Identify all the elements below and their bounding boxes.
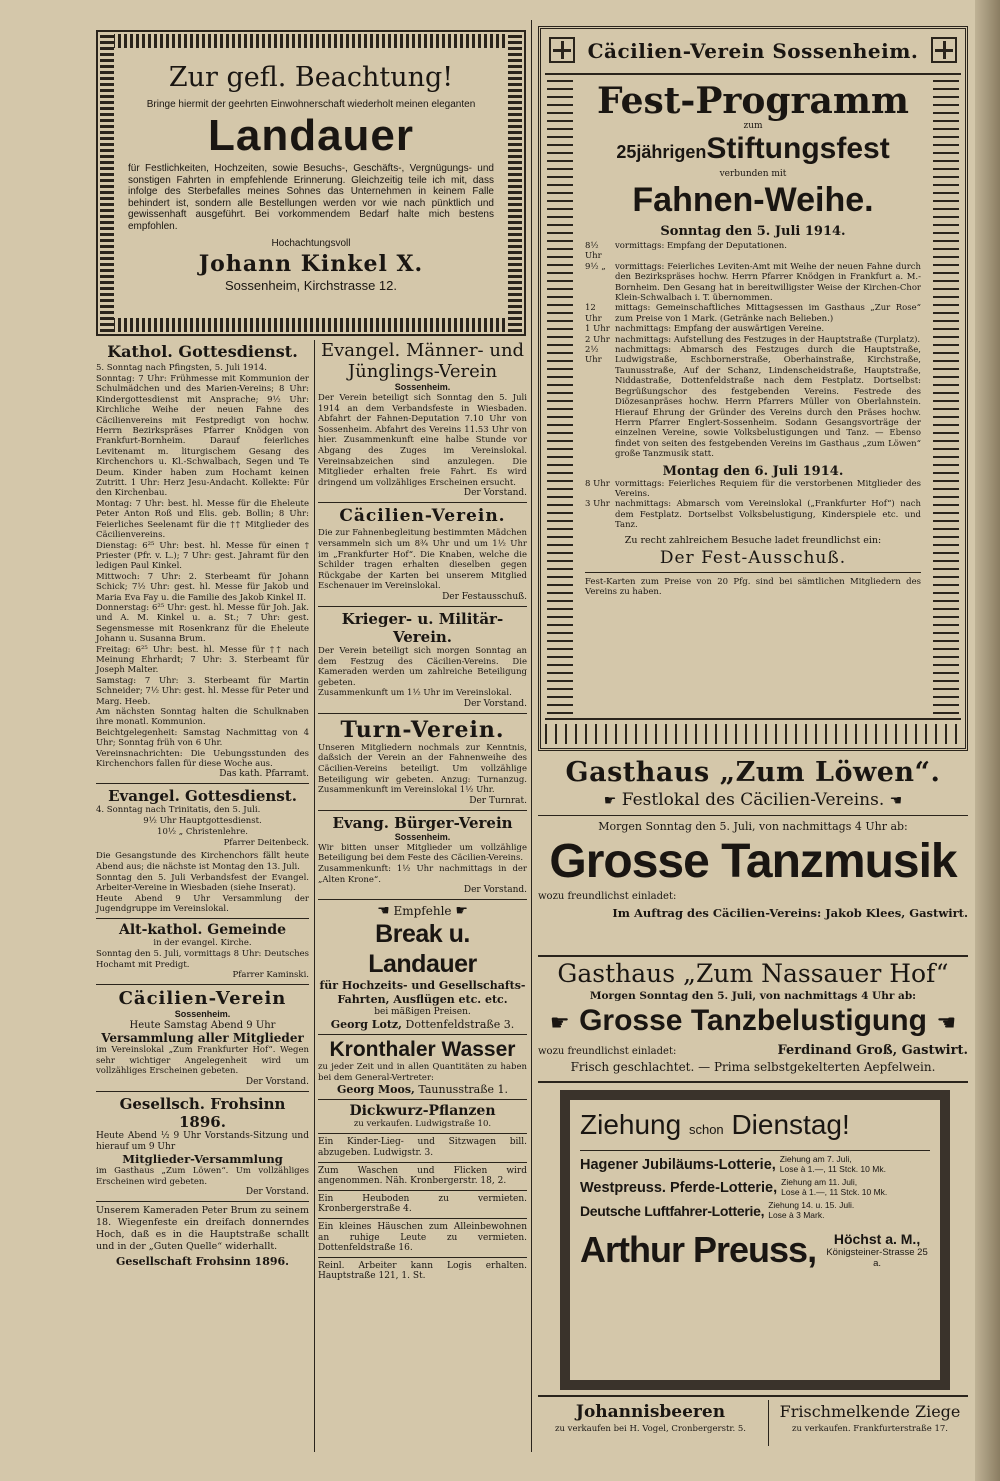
column-left xyxy=(96,342,309,1268)
divider xyxy=(318,1133,527,1134)
lotterie-row xyxy=(580,1155,930,1174)
lotz-head-label: Empfehle xyxy=(393,904,452,919)
frohsinn-sign: Der Vorstand. xyxy=(245,1187,309,1198)
lotterie-detail xyxy=(780,1155,886,1174)
lotz-head xyxy=(318,903,527,919)
turn-sign: Der Turnrat. xyxy=(469,795,527,806)
lotterie-detail xyxy=(781,1178,887,1197)
lotterie-price: Lose à 1.—, 11 Stck. 10 Mk. xyxy=(781,1186,888,1197)
fest-title: Fest-Programm xyxy=(596,80,910,122)
buerger-title: Evang. Bürger-Verein xyxy=(332,813,513,832)
lotterie-seller xyxy=(580,1230,930,1270)
fest-item-time: 2½ Uhr xyxy=(585,345,602,366)
nassauer-sign-row xyxy=(538,1043,968,1058)
evgott-para: Heute Abend 9 Uhr Versammlung der Jugendgruppe im Vereinslokal. xyxy=(96,893,309,915)
pillar-left xyxy=(547,79,573,714)
caec2-line: im Vereinslokal „Zum Frankfurter Hof“. Wegen sehr wichtiger Angelegenheit wird um vollzähliges Erscheinen gebeten. xyxy=(96,1045,309,1077)
loewen-invite: wozu freundlichst einladet: xyxy=(538,891,677,902)
kathol-line: Sonntag: 7 Uhr: Frühmesse mit Kommunion der Schulmädchen und des Marien-Vereins; 8 Uhr: Kindergottesdienst mit Ansprache; 9½ Uhr: Kirchliche Weihe der neuen Fahne des Cäcilienvereins mit Festpredigt von hochw. Herrn Bezirkspräses Pfarrer Knödgen von Frankfurt-Bornheim. Darauf feierliches Levitenamt m. liturgischem Gesang des Kirchenchors u. Kl.-Schwalbach, Segen und Te Deum. Kinder haben zum Hochamt keinen Zutritt. 1 Uhr: Herz Jesu-Andacht. Kollekte: Für den Kirchenbau. xyxy=(96,374,309,499)
buerger-body: Wir bitten unser Mitglieder um vollzählige Beteiligung bei dem Feste des Cäcilien-Vereins. xyxy=(318,842,527,864)
fest-item xyxy=(585,324,921,334)
fest-cards: Fest-Karten zum Preise von 20 Pfg. sind bei sämtlichen Mitgliedern des Vereins zu haben. xyxy=(585,576,921,598)
evgott-para: Die Gesangstunde des Kirchenchors fällt heute Abend aus; die nächste ist Montag den 13. Juli. xyxy=(96,851,309,873)
divider xyxy=(318,502,527,503)
evgott-title: Evangel. Gottesdienst. xyxy=(108,787,297,806)
lotterie-seller-addr xyxy=(824,1231,930,1269)
caec3-sign: Der Festausschuß. xyxy=(442,591,527,602)
pointing-hand-icon: ☚ xyxy=(936,1011,957,1036)
ad-headline: Zur gefl. Beachtung! xyxy=(168,62,454,93)
divider xyxy=(96,984,309,985)
fest-item-desc: nachmittags: Empfang der auswärtigen Vereine. xyxy=(615,324,825,335)
altkath-title: Alt-kathol. Gemeinde xyxy=(118,922,287,938)
kathol-line: 5. Sonntag nach Pfingsten, 5. Juli 1914. xyxy=(96,363,267,373)
ad-fest-programm xyxy=(538,26,968,751)
fest-item-desc: mittags: Gemeinschaftliches Mittagsessen im Gasthaus „Zur Rose“ zum Preise von 1 Mark. (Getränke nach Belieben.) xyxy=(615,303,921,324)
evmaenner-sub: Sossenheim. xyxy=(394,382,451,392)
pointing-hand-icon: ☚ xyxy=(889,793,903,809)
johannis-body: zu verkaufen bei H. Vogel, Cronbergerstr. 5. xyxy=(554,1424,747,1434)
lotz-name: Georg Lotz, xyxy=(330,1018,403,1032)
divider xyxy=(318,899,527,900)
lotterie-seller-name: Arthur Preuss, xyxy=(580,1229,817,1270)
ad-address: Sossenheim, Kirchstrasse 12. xyxy=(225,278,397,293)
fest-item-desc: nachmittags: Aufstellung des Festzuges in der Hauptstraße (Turplatz). xyxy=(615,334,921,345)
ad-zum-loewen xyxy=(538,756,968,952)
fest-jub: Stiftungsfest xyxy=(706,132,890,165)
fest-item-time: 1 Uhr xyxy=(585,324,610,335)
lotterie-row xyxy=(580,1201,930,1220)
lotterie-name: Hagener Jubiläums-Lotterie, xyxy=(580,1156,776,1173)
buerger-sub: Sossenheim. xyxy=(394,831,451,842)
nassauer-line: Morgen Sonntag den 5. Juli, von nachmittags 4 Uhr ab: xyxy=(589,990,917,1002)
cross-icon xyxy=(549,37,575,63)
evmaenner-sign: Der Vorstand. xyxy=(463,488,527,499)
buerger-sign: Der Vorstand. xyxy=(463,885,527,896)
divider xyxy=(318,1034,527,1035)
fest-item xyxy=(585,479,921,500)
fest-item xyxy=(585,335,921,345)
lotz-addr: Dottenfeldstraße 3. xyxy=(405,1018,515,1032)
fest-items-day2 xyxy=(585,479,921,531)
lotterie-row xyxy=(580,1178,930,1197)
divider xyxy=(585,572,921,573)
kronthal-title: Kronthaler Wasser xyxy=(329,1038,516,1062)
frohsinn-line: Mitglieder-Versammlung xyxy=(122,1152,283,1167)
divider xyxy=(318,810,527,811)
caec2-sign: Der Vorstand. xyxy=(245,1076,309,1087)
fest-verb: verbunden mit xyxy=(719,169,787,179)
divider xyxy=(545,73,961,75)
lotterie-detail xyxy=(768,1201,854,1220)
ziege-title: Frischmelkende Ziege xyxy=(779,1402,961,1421)
krieger-body: Zusammenkunft um 1½ Uhr im Vereinslokal. xyxy=(318,688,512,699)
divider xyxy=(318,713,527,714)
divider xyxy=(768,1400,769,1446)
caec2-line: Versammlung aller Mitglieder xyxy=(101,1031,304,1046)
fest-invite: Zu recht zahlreichem Besuche ladet freundlichst ein: xyxy=(624,534,882,546)
brum-text: Unserem Kameraden Peter Brum zu seinem 18. Wiegenfeste ein dreifach donnerndes Hoch, daß es in die Hauptstraße schallt und in der „Guten Quelle“ widerhallt. xyxy=(96,1205,309,1253)
loewen-line: Morgen Sonntag den 5. Juli, von nachmittags 4 Uhr ab: xyxy=(598,820,908,833)
divider xyxy=(318,1190,527,1191)
lotz-price: bei mäßigen Preisen. xyxy=(374,1007,471,1018)
lotterie-date: Ziehung am 11. Juli, xyxy=(781,1177,858,1187)
caec3-body: Die zur Fahnenbegleitung bestimmten Mädchen versammeln sich um 8¾ Uhr und um 1½ Uhr im „Frankfurter Hof“. Die Knaben, welche die Schilder tragen erhalten dieselben gegen Rückgabe der Karten bei unserem Mitglied Eschenauer im Vereinslokal. xyxy=(318,528,527,592)
frohsinn-title: Gesellsch. Frohsinn 1896. xyxy=(119,1094,286,1131)
fest-item-desc: vormittags: Feierliches Requiem für die verstorbenen Mitglieder des Vereins. xyxy=(615,478,921,499)
divider xyxy=(96,1091,309,1092)
pointing-hand-icon: ☛ xyxy=(603,793,617,809)
divider xyxy=(318,606,527,607)
pointing-hand-icon: ☚ xyxy=(377,903,390,920)
fest-item-time: 8 Uhr xyxy=(585,478,610,489)
kronthal-body: zu jeder Zeit und in allen Quantitäten zu haben bei dem General-Vertreter: xyxy=(318,1062,527,1083)
cross-icon xyxy=(931,37,957,63)
loewen-big: Grosse Tanzmusik xyxy=(549,835,957,888)
nassauer-big: Grosse Tanzbelustigung xyxy=(579,1004,927,1037)
fest-item xyxy=(585,499,921,530)
lotz-name-line xyxy=(318,1018,527,1031)
ad-johannisbeeren xyxy=(538,1400,763,1450)
loewen-sub-line xyxy=(538,790,968,811)
pointing-hand-icon: ☛ xyxy=(549,1011,570,1036)
frohsinn-line: Heute Abend ½ 9 Uhr Vorstands-Sitzung und hierauf um 9 Uhr xyxy=(96,1130,309,1152)
classified-item: Reinl. Arbeiter kann Logis erhalten. Hauptstraße 121, 1. St. xyxy=(318,1260,527,1282)
divider xyxy=(318,1257,527,1258)
altkath-line: Sonntag den 5. Juli, vormittags 8 Uhr: Deutsches Hochamt mit Predigt. xyxy=(96,949,309,970)
kronthal-addr: Taunusstraße 1. xyxy=(418,1083,509,1097)
fest-item-desc: vormittags: Empfang der Deputationen. xyxy=(615,241,787,251)
fest-item-time: 8½ Uhr xyxy=(585,241,602,262)
kathol-line: Freitag: 6²⁵ Uhr: best. hl. Messe für †† nach Meinung Ehrhardt; 7 Uhr: 3. Sterbeamt für Joseph Malter. xyxy=(96,644,309,676)
caec2-title: Cäcilien-Verein xyxy=(118,988,287,1010)
divider xyxy=(96,1201,309,1202)
fest-item-desc: nachmittags: Abmarsch vom Vereinslokal („Frankfurter Hof“) nach dem Festplatz. Dortselbst Volksbelustigung, Kinderspiele etc. und Tanz. xyxy=(615,499,921,531)
kathol-title: Kathol. Gottesdienst. xyxy=(107,342,298,361)
altkath-sign: Pfarrer Kaminski. xyxy=(232,970,309,981)
evgott-line: 4. Sonntag nach Trinitatis, den 5. Juli. xyxy=(96,805,261,816)
caec3-title: Cäcilien-Verein. xyxy=(339,506,506,527)
fest-day2: Montag den 6. Juli 1914. xyxy=(662,463,844,479)
classified-item: Zum Waschen und Flicken wird angenommen. Näh. Kronbergerstr. 18, 2. xyxy=(318,1165,527,1187)
dickwurz-title: Dickwurz-Pflanzen xyxy=(349,1103,496,1120)
fest-item-time: 9½ „ xyxy=(585,261,606,272)
ad-intro: Bringe hiermit der geehrten Einwohnerschaft wiederholt meinen eleganten xyxy=(146,99,476,110)
brum-sign: Gesellschaft Frohsinn 1896. xyxy=(116,1255,289,1269)
evmaenner-title: Evangel. Männer- und Jünglings-Verein xyxy=(320,340,525,382)
evgott-line: 9½ Uhr Hauptgottesdienst. xyxy=(143,816,262,827)
lotterie-date: Ziehung 14. u. 15. Juli. xyxy=(768,1200,855,1210)
ad-lotterie xyxy=(560,1090,950,1390)
fest-item-time: 3 Uhr xyxy=(585,499,610,510)
fest-jubilee xyxy=(585,132,921,169)
column-rule xyxy=(531,20,532,1452)
lotterie-price: Lose à 1.—, 11 Stck. 10 Mk. xyxy=(779,1163,886,1174)
krieger-title: Krieger- u. Militär-Verein. xyxy=(341,609,504,646)
johannis-title: Johannisbeeren xyxy=(575,1402,726,1422)
evgott-para: Sonntag den 5. Juli Verbandsfest der Evangel. Arbeiter-Vereine in Wiesbaden (siehe Inserat). xyxy=(96,872,309,894)
fest-item xyxy=(585,241,921,262)
fest-weihe: Fahnen-Weihe. xyxy=(632,181,874,219)
fest-footer-band xyxy=(545,724,961,744)
kathol-line: Am nächsten Sonntag halten die Schulknaben ihre monatl. Kommunion. xyxy=(96,707,309,728)
evmaenner-body: Der Verein beteiligt sich Sonntag den 5. Juli 1914 an dem Verbandsfeste in Wiesbaden. Abfahrt der Fahnen-Deputation 7.10 Uhr von Sossenheim. Abfahrt des Vereins 11.53 Uhr von hier. Zusammenkunft eine halbe Stunde vor Abgang des Zuges im Vereinslokal. Vereinsabzeichen sind anzulegen. Die Mitglieder erhalten freie Fahrt. Es wird dringend um vollzähliges Erscheinen ersucht. xyxy=(318,393,527,488)
ad-closing: Hochachtungsvoll xyxy=(271,238,351,249)
lotterie-price: Lose à 3 Mark. xyxy=(768,1209,825,1220)
divider xyxy=(318,1162,527,1163)
ad-signature: Johann Kinkel X. xyxy=(198,251,424,277)
krieger-body: Der Verein beteiligt sich morgen Sonntag an dem Festzug des Cäcilien-Vereins. Die Kameraden werden um zahlreiche Beteiligung gebeten. xyxy=(318,645,527,688)
krieger-sign: Der Vorstand. xyxy=(463,698,527,709)
ad-landauer-kinkel xyxy=(96,30,526,336)
evgott-sign: Pfarrer Deitenbeck. xyxy=(223,838,309,849)
kathol-line: Donnerstag: 6²⁵ Uhr: gest. hl. Messe für Joh. Jak. und A. M. Kinkel u. a. St.; 7 Uhr: gest. Segensmesse mit Rosenkranz für die Eheleute Johann u. Susanna Brum. xyxy=(96,602,309,645)
ad-body: für Festlichkeiten, Hochzeiten, sowie Besuchs-, Geschäfts-, Vergnügungs- und sonstigen Fahrten in empfehlende Erinnerung. Gleichzeitig teile ich mit, dass infolge des Sterbefalles meines Sohnes das Unternehmen in keinem Falle behindert ist, sondern alle Bestellungen werden vor wie nach pünktlich und gewissenhaft ausgeführt. Bei vorkommendem Bedarf halte mich bestens empfohlen. xyxy=(128,163,494,232)
fest-item xyxy=(585,345,921,459)
nassauer-title: Gasthaus „Zum Nassauer Hof“ xyxy=(557,959,949,988)
kathol-line: Dienstag: 6²⁵ Uhr: best. hl. Messe für einen † Priester (Pfr. v. L.); 7 Uhr: gest. Jahramt für den ledigen Paul Kinkel. xyxy=(96,540,309,572)
divider xyxy=(538,1081,968,1083)
altkath-line: in der evangel. Kirche. xyxy=(153,938,252,948)
kathol-line: Mittwoch: 7 Uhr: 2. Sterbeamt für Johann Schick; 7½ Uhr: gest. hl. Messe für Jakob und Maria Eva Fay u. die Familie des Jakob Kinkel II. xyxy=(96,571,309,603)
dickwurz-body: zu verkaufen. Ludwigstraße 10. xyxy=(353,1119,492,1130)
nassauer-foot: Frisch geschlachtet. — Prima selbstgekelterten Aepfelwein. xyxy=(570,1060,936,1074)
classified-item: Ein kleines Häuschen zum Alleinbewohnen an ruhige Leute zu vermieten. Dottenfeldstraße 16. xyxy=(318,1221,527,1254)
loewen-sub: Festlokal des Cäcilien-Vereins. xyxy=(621,790,885,810)
nassauer-sign: Ferdinand Groß, Gastwirt. xyxy=(777,1043,968,1058)
ad-nassauer-hof xyxy=(538,958,968,1078)
kathol-sign: Das kath. Pfarramt. xyxy=(219,769,309,780)
nassauer-big-line xyxy=(538,1002,968,1043)
divider xyxy=(580,1150,930,1151)
column-middle xyxy=(318,340,527,1282)
kathol-line: Vereinsnachrichten: Die Uebungsstunden des Kirchenchors fallen für diese Woche aus. xyxy=(96,748,309,770)
pointing-hand-icon: ☛ xyxy=(455,903,468,920)
buerger-body: Zusammenkunft: 1½ Uhr nachmittags in der „Alten Krone“. xyxy=(318,864,527,885)
evgott-line: 10½ „ Christenlehre. xyxy=(157,827,248,838)
kronthal-name-line xyxy=(318,1083,527,1096)
loewen-sign: Im Auftrag des Cäcilien-Vereins: Jakob Klees, Gastwirt. xyxy=(612,906,968,920)
lotterie-name: Westpreuss. Pferde-Lotterie, xyxy=(580,1179,778,1196)
ad-ziege xyxy=(772,1400,968,1450)
divider xyxy=(318,1218,527,1219)
turn-body: Unseren Mitgliedern nochmals zur Kenntnis, daßsich der Verein an der Fahnenweihe des Cäcilien-Vereins beteiligt. Um vollzählige Beteiligung wir gebeten. Anzug: Turnanzug. Zusammenkunft im Vereinslokal 1½ Uhr. xyxy=(318,742,527,796)
page-edge xyxy=(975,0,1000,1481)
kronthal-name: Georg Moos, xyxy=(336,1083,415,1097)
lotterie-headline xyxy=(580,1108,930,1147)
lotterie-head1: Ziehung xyxy=(580,1109,682,1140)
kathol-line: Beichtgelegenheit: Samstag Nachmittag von 4 Uhr; Sonntag früh von 6 Uhr. xyxy=(96,727,309,749)
ad-product: Landauer xyxy=(207,111,415,160)
lotz-body: für Hochzeits- und Gesellschafts-Fahrten, Ausflügen etc. etc. xyxy=(319,979,526,1007)
lotterie-name: Deutsche Luftfahrer-Lotterie, xyxy=(580,1202,765,1219)
lotterie-street: Königsteiner-Strasse 25 a. xyxy=(826,1247,928,1269)
turn-title: Turn-Verein. xyxy=(340,716,505,743)
divider xyxy=(96,918,309,919)
caec2-sub: Sossenheim. xyxy=(174,1009,231,1020)
fest-header: Cäcilien-Verein Sossenheim. xyxy=(587,39,919,63)
fest-item-desc: nachmittags: Abmarsch des Festzuges durch die Hauptstraße, Ludwigstraße, Eschbornerstraße, Oberhainstraße, Kirchstraße, Taunusstraße, Auf der Schanz, Lindenscheidstraße, Hauptstraße, Niddastraße, Dottenfeldstraße nach dem Festplatz. Dortselbst: Begrüßungschor des festgebenden Vereins. Festrede des Diözesanpräses hochw. Herrn Pfarrers Müller von Oberlahnstein. Hierauf Ehrung der Gründer des Vereins durch den Präses hochw. Herrn Pfarrer Englert-Sossenheim. Sodann Gesangsvorträge der einzelnen Vereine, sowie Volksbelustigungen und Tanz. — Ebenso findet von seiten des festgebenden Vereins im Gasthaus „zum Löwen“ große Tanzmusik statt. xyxy=(615,345,921,460)
kathol-line: Montag: 7 Uhr: best. hl. Messe für die Eheleute Peter Anton Roß und Elis. geb. Bollin; 8 Uhr: Feierliches Seelenamt für die †† Mitglieder des Cäcilienvereins. xyxy=(96,498,309,541)
classified-item: Ein Heuboden zu vermieten. Kronbergerstraße 4. xyxy=(318,1193,527,1215)
pillar-right xyxy=(933,79,959,714)
frohsinn-line: im Gasthaus „Zum Löwen“. Um vollzähliges Erscheinen wird gebeten. xyxy=(96,1166,309,1187)
nassauer-invite: wozu freundlichst einladet: xyxy=(538,1046,677,1057)
fest-sign: Der Fest-Ausschuß. xyxy=(659,547,847,568)
fest-jub-prefix: 25jährigen xyxy=(616,142,707,162)
classified-item: Ein Kinder-Lieg- und Sitzwagen bill. abzugeben. Ludwigstr. 3. xyxy=(318,1137,527,1158)
divider xyxy=(538,1395,968,1397)
caec2-line: Heute Samstag Abend 9 Uhr xyxy=(129,1020,276,1032)
column-rule xyxy=(314,340,315,1452)
fest-item-time: 2 Uhr xyxy=(585,334,610,345)
lotz-title: Break u. Landauer xyxy=(368,920,477,979)
divider xyxy=(96,783,309,784)
divider xyxy=(545,718,961,720)
kathol-line: Samstag: 7 Uhr: 3. Sterbeamt für Martin Schneider; 7½ Uhr: gest. hl. Messe für Peter und Marg. Heeb. xyxy=(96,675,309,707)
fest-item-time: 12 Uhr xyxy=(585,303,602,324)
fest-item xyxy=(585,262,921,304)
fest-item xyxy=(585,303,921,324)
lotterie-date: Ziehung am 7. Juli, xyxy=(779,1154,852,1164)
lotterie-head2: schon xyxy=(688,1122,724,1137)
lotterie-city: Höchst a. M., xyxy=(833,1231,921,1247)
ziege-body: zu verkaufen. Frankfurterstraße 17. xyxy=(792,1424,948,1434)
divider xyxy=(318,1099,527,1100)
divider xyxy=(538,955,968,957)
lotterie-head3: Dienstag! xyxy=(731,1109,850,1140)
fest-item-desc: vormittags: Feierliches Leviten-Amt mit Weihe der neuen Fahne durch den Bezirkspräses hochw. Herrn Pfarrer Knödgen in Frankfurt a. M.-Bornheim. Den Gesang hat in bereitwilligster Weise der Kirchen-Chor Klein-Schwalbach i. T. übernommen. xyxy=(615,261,921,304)
fest-day1: Sonntag den 5. Juli 1914. xyxy=(660,224,846,239)
fest-items-day1 xyxy=(585,241,921,460)
divider xyxy=(538,815,968,816)
loewen-title: Gasthaus „Zum Löwen“. xyxy=(565,757,941,788)
fest-zum: zum xyxy=(743,121,763,131)
